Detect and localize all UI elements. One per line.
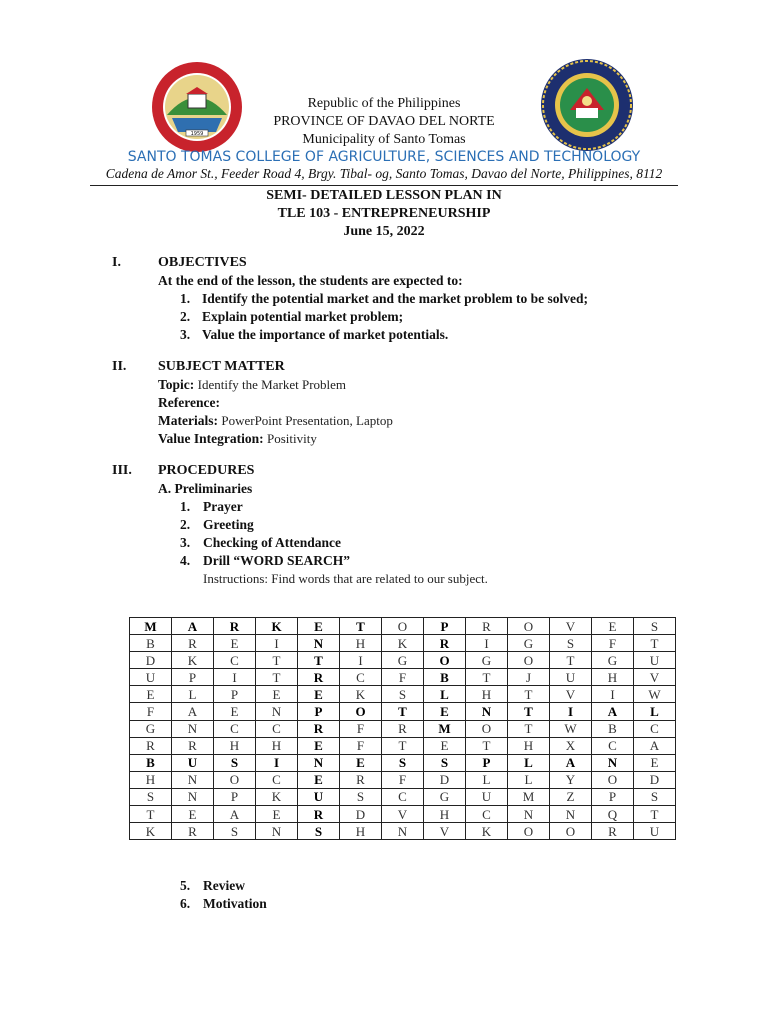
word-search-cell: R <box>298 806 340 823</box>
topic-line <box>158 377 346 393</box>
word-search-cell: I <box>466 635 508 652</box>
word-search-row <box>130 703 676 720</box>
word-search-cell: S <box>298 823 340 840</box>
word-search-cell: C <box>256 720 298 737</box>
word-search-cell: B <box>130 754 172 771</box>
word-search-cell: L <box>466 771 508 788</box>
word-search-cell: E <box>172 806 214 823</box>
word-search-cell: H <box>130 771 172 788</box>
word-search-row <box>130 771 676 788</box>
word-search-cell: L <box>424 686 466 703</box>
word-search-row <box>130 635 676 652</box>
word-search-cell: I <box>214 669 256 686</box>
word-search-cell: F <box>382 771 424 788</box>
word-search-cell: S <box>214 823 256 840</box>
word-search-cell: T <box>634 635 676 652</box>
word-search-cell: U <box>130 669 172 686</box>
word-search-cell: E <box>130 686 172 703</box>
word-search-cell: P <box>466 754 508 771</box>
procedure-3-number: 3. <box>180 535 191 550</box>
objective-1: Identify the potential market and the market problem to be solved; <box>202 291 588 306</box>
word-search-cell: P <box>214 686 256 703</box>
word-search-cell: B <box>130 635 172 652</box>
word-search-cell: L <box>634 703 676 720</box>
word-search-cell: U <box>634 823 676 840</box>
word-search-cell: C <box>634 720 676 737</box>
word-search-cell: E <box>214 635 256 652</box>
procedure-2-number: 2. <box>180 517 191 532</box>
word-search-cell: A <box>634 737 676 754</box>
objective-3-number: 3. <box>180 327 191 342</box>
word-search-row <box>130 669 676 686</box>
word-search-cell: M <box>130 618 172 635</box>
word-search-cell: H <box>466 686 508 703</box>
word-search-cell: O <box>340 703 382 720</box>
word-search-cell: G <box>382 652 424 669</box>
word-search-cell: T <box>256 669 298 686</box>
word-search-cell: R <box>172 823 214 840</box>
word-search-cell: N <box>466 703 508 720</box>
word-search-cell: B <box>424 669 466 686</box>
word-search-cell: T <box>508 720 550 737</box>
word-search-cell: W <box>634 686 676 703</box>
word-search-cell: S <box>340 788 382 805</box>
word-search-cell: S <box>382 686 424 703</box>
word-search-cell: J <box>508 669 550 686</box>
word-search-cell: U <box>466 788 508 805</box>
word-search-cell: R <box>382 720 424 737</box>
word-search-cell: E <box>298 771 340 788</box>
word-search-cell: O <box>214 771 256 788</box>
word-search-cell: K <box>466 823 508 840</box>
objectives-number: I. <box>112 255 121 270</box>
word-search-cell: N <box>256 823 298 840</box>
header-republic: Republic of the Philippines <box>307 96 461 111</box>
word-search-cell: T <box>340 618 382 635</box>
word-search-cell: T <box>298 652 340 669</box>
word-search-cell: T <box>466 669 508 686</box>
word-search-cell: R <box>424 635 466 652</box>
reference-label: Reference: <box>158 395 220 410</box>
word-search-cell: V <box>634 669 676 686</box>
word-search-cell: E <box>424 703 466 720</box>
objective-3: Value the importance of market potentials. <box>202 327 449 342</box>
procedure-3: Checking of Attendance <box>203 535 341 550</box>
word-search-cell: T <box>382 737 424 754</box>
word-search-cell: R <box>214 618 256 635</box>
word-search-cell: D <box>424 771 466 788</box>
word-search-cell: G <box>508 635 550 652</box>
header-province: PROVINCE OF DAVAO DEL NORTE <box>273 114 495 129</box>
word-search-cell: A <box>592 703 634 720</box>
word-search-cell: P <box>592 788 634 805</box>
word-search-cell: G <box>130 720 172 737</box>
word-search-cell: H <box>508 737 550 754</box>
header-college: SANTO TOMAS COLLEGE OF AGRICULTURE, SCIENCES AND TECHNOLOGY <box>127 149 641 165</box>
word-search-cell: N <box>508 806 550 823</box>
word-search-cell: Y <box>550 771 592 788</box>
word-search-cell: H <box>592 669 634 686</box>
word-search-row <box>130 737 676 754</box>
word-search-cell: F <box>130 703 172 720</box>
word-search-cell: T <box>256 652 298 669</box>
word-search-cell: P <box>424 618 466 635</box>
lesson-title: SEMI- DETAILED LESSON PLAN IN <box>266 188 502 203</box>
procedure-4: Drill “WORD SEARCH” <box>203 553 351 568</box>
word-search-cell: T <box>508 686 550 703</box>
word-search-cell: G <box>466 652 508 669</box>
procedure-1-number: 1. <box>180 499 191 514</box>
procedure-4-number: 4. <box>180 553 191 568</box>
word-search-cell: H <box>340 823 382 840</box>
word-search-cell: N <box>256 703 298 720</box>
word-search-cell: I <box>592 686 634 703</box>
word-search-cell: M <box>424 720 466 737</box>
word-search-row <box>130 652 676 669</box>
word-search-cell: I <box>340 652 382 669</box>
preliminaries-heading: A. Preliminaries <box>158 481 253 496</box>
lesson-date: June 15, 2022 <box>343 224 425 239</box>
word-search-cell: V <box>382 806 424 823</box>
word-search-cell: F <box>592 635 634 652</box>
materials-value: PowerPoint Presentation, Laptop <box>221 413 393 428</box>
word-search-row <box>130 823 676 840</box>
procedure-6: Motivation <box>203 896 267 911</box>
word-search-cell: R <box>298 720 340 737</box>
word-search-cell: T <box>130 806 172 823</box>
word-search-cell: C <box>214 652 256 669</box>
word-search-cell: K <box>382 635 424 652</box>
word-search-cell: V <box>550 686 592 703</box>
word-search-cell: H <box>214 737 256 754</box>
word-search-cell: S <box>634 788 676 805</box>
procedure-2: Greeting <box>203 517 254 532</box>
value-integration-label: Value Integration: <box>158 431 264 446</box>
word-search-cell: D <box>130 652 172 669</box>
word-search-cell: R <box>172 737 214 754</box>
word-search-cell: D <box>634 771 676 788</box>
word-search-cell: C <box>256 771 298 788</box>
word-search-cell: P <box>298 703 340 720</box>
word-search-cell: T <box>634 806 676 823</box>
word-search-cell: O <box>550 823 592 840</box>
word-search-cell: H <box>340 635 382 652</box>
word-search-cell: R <box>340 771 382 788</box>
word-search-cell: T <box>508 703 550 720</box>
word-search-row <box>130 788 676 805</box>
word-search-cell: N <box>550 806 592 823</box>
word-search-cell: E <box>256 686 298 703</box>
word-search-cell: E <box>424 737 466 754</box>
word-search-cell: Q <box>592 806 634 823</box>
word-search-cell: P <box>214 788 256 805</box>
word-search-cell: N <box>298 635 340 652</box>
word-search-cell: F <box>340 737 382 754</box>
materials-line <box>158 413 393 429</box>
word-search-cell: N <box>172 788 214 805</box>
word-search-cell: O <box>382 618 424 635</box>
procedures-number: III. <box>112 463 132 478</box>
word-search-row <box>130 754 676 771</box>
svg-text:1959: 1959 <box>190 131 204 137</box>
word-search-row <box>130 618 676 635</box>
word-search-cell: P <box>172 669 214 686</box>
word-search-cell: S <box>424 754 466 771</box>
word-search-cell: K <box>256 618 298 635</box>
header-municipality: Municipality of Santo Tomas <box>302 132 466 147</box>
header-address: Cadena de Amor St., Feeder Road 4, Brgy. Tibal- og, Santo Tomas, Davao del Norte, Philippines, 8112 <box>105 166 663 181</box>
drill-instructions: Instructions: Find words that are related to our subject. <box>203 571 488 586</box>
procedure-1: Prayer <box>203 499 243 514</box>
subject-matter-heading: SUBJECT MATTER <box>158 359 285 374</box>
word-search-cell: C <box>466 806 508 823</box>
word-search-cell: U <box>298 788 340 805</box>
topic-label: Topic: <box>158 377 195 392</box>
subject-matter-number: II. <box>112 359 127 374</box>
word-search-cell: O <box>508 652 550 669</box>
word-search-cell: A <box>550 754 592 771</box>
word-search-cell: O <box>508 618 550 635</box>
word-search-cell: K <box>172 652 214 669</box>
word-search-cell: S <box>130 788 172 805</box>
word-search-cell: T <box>382 703 424 720</box>
objective-1-number: 1. <box>180 291 191 306</box>
materials-label: Materials: <box>158 413 218 428</box>
word-search-cell: K <box>130 823 172 840</box>
word-search-cell: V <box>424 823 466 840</box>
procedure-5: Review <box>203 878 245 893</box>
word-search-cell: I <box>256 754 298 771</box>
word-search-cell: N <box>172 720 214 737</box>
word-search-cell: R <box>298 669 340 686</box>
word-search-cell: T <box>550 652 592 669</box>
word-search-cell: W <box>550 720 592 737</box>
word-search-cell: E <box>592 618 634 635</box>
word-search-cell: C <box>340 669 382 686</box>
word-search-cell: C <box>592 737 634 754</box>
word-search-cell: I <box>256 635 298 652</box>
word-search-cell: R <box>172 635 214 652</box>
word-search-row <box>130 720 676 737</box>
word-search-cell: X <box>550 737 592 754</box>
word-search-cell: K <box>340 686 382 703</box>
procedure-5-number: 5. <box>180 878 191 893</box>
word-search-cell: A <box>214 806 256 823</box>
word-search-cell: L <box>172 686 214 703</box>
word-search-cell: F <box>340 720 382 737</box>
word-search-cell: R <box>130 737 172 754</box>
word-search-cell: B <box>592 720 634 737</box>
word-search-cell: H <box>256 737 298 754</box>
word-search-cell: M <box>508 788 550 805</box>
word-search-cell: U <box>634 652 676 669</box>
word-search-cell: E <box>298 686 340 703</box>
word-search-grid <box>129 617 676 840</box>
word-search-cell: E <box>256 806 298 823</box>
objectives-heading: OBJECTIVES <box>158 255 247 270</box>
word-search-cell: U <box>550 669 592 686</box>
word-search-cell: C <box>214 720 256 737</box>
word-search-cell: G <box>424 788 466 805</box>
word-search-cell: C <box>382 788 424 805</box>
header-divider <box>90 185 678 186</box>
value-integration-line <box>158 431 317 447</box>
word-search-cell: N <box>298 754 340 771</box>
word-search-cell: L <box>508 771 550 788</box>
word-search-cell: D <box>340 806 382 823</box>
lesson-subject: TLE 103 - ENTREPRENEURSHIP <box>277 206 491 221</box>
word-search-cell: K <box>256 788 298 805</box>
word-search-row <box>130 686 676 703</box>
word-search-cell: O <box>508 823 550 840</box>
word-search-cell: S <box>634 618 676 635</box>
word-search-cell: G <box>592 652 634 669</box>
word-search-cell: F <box>382 669 424 686</box>
word-search-cell: L <box>508 754 550 771</box>
word-search-cell: I <box>550 703 592 720</box>
word-search-cell: O <box>424 652 466 669</box>
word-search-cell: A <box>172 703 214 720</box>
word-search-cell: E <box>340 754 382 771</box>
word-search-cell: S <box>382 754 424 771</box>
objective-2: Explain potential market problem; <box>202 309 404 324</box>
word-search-cell: T <box>466 737 508 754</box>
word-search-cell: N <box>592 754 634 771</box>
word-search-cell: H <box>424 806 466 823</box>
topic-value: Identify the Market Problem <box>197 377 347 392</box>
word-search-cell: E <box>634 754 676 771</box>
word-search-cell: E <box>214 703 256 720</box>
word-search-cell: R <box>466 618 508 635</box>
word-search-cell: V <box>550 618 592 635</box>
objective-2-number: 2. <box>180 309 191 324</box>
word-search-cell: R <box>592 823 634 840</box>
word-search-row <box>130 806 676 823</box>
procedure-6-number: 6. <box>180 896 191 911</box>
value-integration-value: Positivity <box>267 431 317 446</box>
word-search-cell: N <box>172 771 214 788</box>
word-search-cell: E <box>298 618 340 635</box>
word-search-cell: Z <box>550 788 592 805</box>
word-search-cell: N <box>382 823 424 840</box>
word-search-cell: S <box>550 635 592 652</box>
word-search-cell: E <box>298 737 340 754</box>
word-search-cell: O <box>592 771 634 788</box>
word-search-cell: U <box>172 754 214 771</box>
procedures-heading: PROCEDURES <box>158 463 255 478</box>
word-search-cell: A <box>172 618 214 635</box>
word-search-cell: S <box>214 754 256 771</box>
word-search-cell: O <box>466 720 508 737</box>
objectives-intro: At the end of the lesson, the students are expected to: <box>158 273 463 288</box>
